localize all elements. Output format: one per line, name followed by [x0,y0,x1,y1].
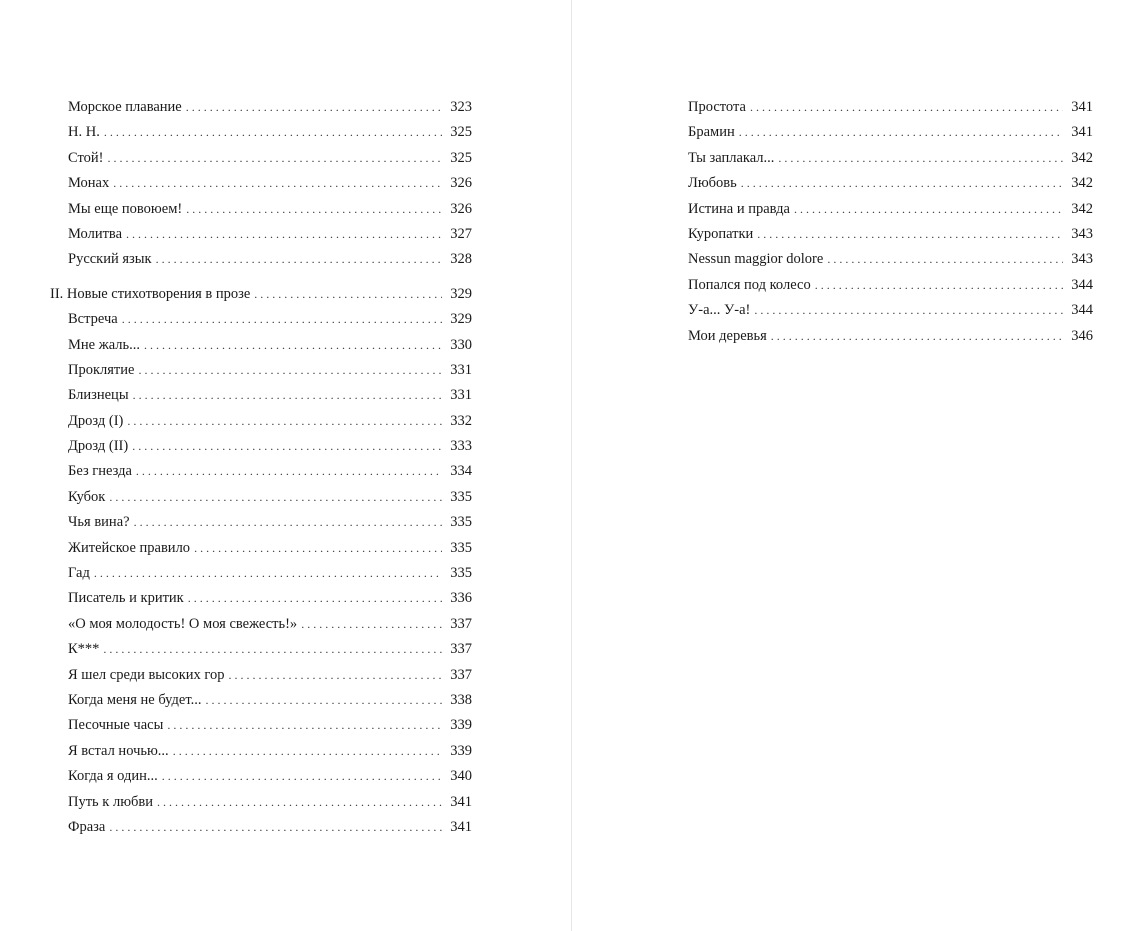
dot-leader [741,171,1063,196]
toc-entry [688,95,1093,120]
toc-entry [50,197,472,222]
dot-leader [205,688,442,713]
toc-entry [688,324,1093,349]
toc-entry-page-number: 331 [450,387,472,404]
toc-entry [50,713,472,738]
dot-leader [132,434,442,459]
dot-leader [109,485,442,510]
dot-leader [156,247,442,272]
toc-entry-title: Молитва [68,225,123,242]
toc-left-column [50,95,472,840]
toc-entry-title: Морское плавание [68,99,182,115]
toc-entry [50,333,472,358]
toc-entry [50,171,472,196]
toc-entry-title: Простота [688,99,746,115]
toc-entry [50,739,472,764]
toc-entry-title: Близнецы [68,387,129,404]
dot-leader [186,197,442,222]
toc-entry-page-number: 341 [1071,124,1093,141]
toc-entry-page-number: 344 [1071,276,1093,293]
dot-leader [104,120,442,145]
toc-entry-title: Дрозд (II) [68,438,129,455]
toc-entry [50,383,472,408]
page-gutter [571,0,572,931]
dot-leader [94,561,442,586]
toc-entry [50,815,472,840]
toc-entry-page-number: 328 [450,251,472,268]
toc-entry [50,409,472,434]
toc-entry-title: Гад [68,565,90,582]
toc-entry [50,247,472,272]
toc-entry-page-number: 335 [450,565,472,582]
toc-entry [50,561,472,586]
toc-entry [50,536,472,561]
toc-entry [50,688,472,713]
dot-leader [778,146,1063,171]
toc-entry-title: Без гнезда [68,463,132,480]
dot-leader [186,95,442,120]
toc-entry-title: Мне жаль... [68,336,141,353]
toc-entry [688,171,1093,196]
dot-leader [109,815,442,840]
toc-entry-title: Брамин [688,124,735,141]
toc-entry-page-number: 330 [450,336,472,353]
toc-entry [688,146,1093,171]
toc-entry-page-number: 342 [1071,175,1093,192]
toc-entry-page-number: 339 [450,717,472,734]
toc-entry [50,612,472,637]
toc-entry-title: Чья вина? [68,514,130,531]
dot-leader [771,324,1063,349]
toc-entry [50,663,472,688]
toc-entry-title: «О моя молодость! О моя свежесть!» [68,615,298,632]
dot-leader [827,247,1063,272]
toc-entry-page-number: 336 [450,590,472,607]
toc-entry-page-number: 337 [450,666,472,683]
toc-entry [50,485,472,510]
toc-entry [688,222,1093,247]
toc-entry [50,586,472,611]
toc-entry-page-number: 335 [450,488,472,505]
toc-right-column [688,95,1093,349]
toc-entry-title: Житейское правило [68,539,191,556]
dot-leader [757,222,1063,247]
toc-entry-page-number: 326 [450,200,472,217]
toc-entry-title: К*** [68,641,100,658]
dot-leader [138,358,442,383]
toc-entry-page-number: 325 [450,124,472,141]
toc-entry-page-number: 339 [450,742,472,759]
toc-entry-page-number: 334 [450,463,472,480]
toc-entry-page-number: 329 [450,285,472,302]
toc-entry-page-number: 342 [1071,149,1093,166]
toc-entry-title: Когда я один... [68,768,158,785]
toc-section-entry [50,282,472,307]
toc-entry-page-number: 337 [450,615,472,632]
dot-leader [107,146,442,171]
toc-entry-page-number: 332 [450,412,472,429]
dot-leader [194,536,442,561]
toc-entry-title: Дрозд (I) [68,412,124,429]
toc-entry-page-number: 337 [450,641,472,658]
dot-leader [167,713,442,738]
toc-entry-title: Ты заплакал... [688,149,775,166]
toc-entry-page-number: 325 [450,149,472,166]
toc-entry-title: II. Новые стихотворения в прозе [50,285,251,302]
toc-entry-title: Истина и правда [688,200,790,217]
toc-entry-page-number: 333 [450,438,472,455]
toc-entry-page-number: 343 [1071,225,1093,242]
dot-leader [157,790,442,815]
toc-entry-title: Я шел среди высоких гор [68,666,225,683]
dot-leader [739,120,1063,145]
toc-entry [50,790,472,815]
toc-entry-page-number: 335 [450,539,472,556]
toc-entry-title: Мои деревья [688,327,767,344]
dot-leader [122,307,442,332]
dot-leader [126,222,442,247]
dot-leader [136,459,442,484]
dot-leader [750,95,1063,120]
dot-leader [113,171,442,196]
dot-leader [127,409,442,434]
toc-entry-title: Фраза [68,818,106,835]
toc-entry-page-number: 327 [450,225,472,242]
toc-entry-page-number: 340 [450,768,472,785]
toc-entry [688,247,1093,272]
toc-entry-page-number: 341 [450,793,472,810]
toc-entry [50,459,472,484]
toc-entry-title: Н. Н. [68,124,100,141]
toc-entry-title: Я встал ночью... [68,742,169,759]
toc-entry [50,434,472,459]
toc-entry-page-number: 341 [1071,99,1093,115]
toc-entry-title: Встреча [68,311,118,328]
toc-entry-page-number: 344 [1071,302,1093,319]
toc-entry-page-number: 323 [450,99,472,115]
toc-entry-page-number: 338 [450,691,472,708]
toc-entry-page-number: 329 [450,311,472,328]
toc-entry [688,273,1093,298]
toc-entry [50,637,472,662]
dot-leader [815,273,1063,298]
dot-leader [794,197,1063,222]
toc-entry [50,764,472,789]
dot-leader [144,333,442,358]
toc-entry-page-number: 335 [450,514,472,531]
toc-entry [688,120,1093,145]
dot-leader [254,282,442,307]
toc-entry-title: Когда меня не будет... [68,691,202,708]
toc-entry [688,197,1093,222]
toc-entry-title: Русский язык [68,251,152,268]
dot-leader [173,739,442,764]
toc-entry-title: Мы еще повоюем! [68,200,183,217]
toc-entry-page-number: 341 [450,818,472,835]
toc-entry [50,307,472,332]
dot-leader [162,764,442,789]
dot-leader [133,383,442,408]
toc-entry [50,510,472,535]
toc-entry-title: У-а... У-а! [688,302,751,319]
toc-entry-page-number: 343 [1071,251,1093,268]
dot-leader [229,663,443,688]
dot-leader [301,612,442,637]
dot-leader [134,510,442,535]
toc-entry-page-number: 331 [450,361,472,378]
toc-entry-title: Путь к любви [68,793,154,810]
toc-entry [50,95,472,120]
toc-entry [50,120,472,145]
toc-entry-title: Попался под колесо [688,276,811,293]
dot-leader [103,637,442,662]
toc-entry-title: Стой! [68,149,104,166]
toc-entry-title: Писатель и критик [68,590,184,607]
toc-entry-title: Монах [68,175,110,192]
dot-leader [754,298,1063,323]
toc-entry-page-number: 342 [1071,200,1093,217]
toc-entry-page-number: 326 [450,175,472,192]
toc-entry [50,222,472,247]
toc-entry [50,146,472,171]
toc-entry-title: Песочные часы [68,717,164,734]
toc-entry-title: Кубок [68,488,106,505]
toc-entry-title: Проклятие [68,361,135,378]
toc-entry-title: Любовь [688,175,737,192]
toc-entry [50,358,472,383]
toc-entry-title: Nessun maggior dolore [688,251,824,268]
toc-entry [688,298,1093,323]
dot-leader [188,586,442,611]
toc-entry-page-number: 346 [1071,327,1093,344]
toc-entry-title: Куропатки [688,225,754,242]
